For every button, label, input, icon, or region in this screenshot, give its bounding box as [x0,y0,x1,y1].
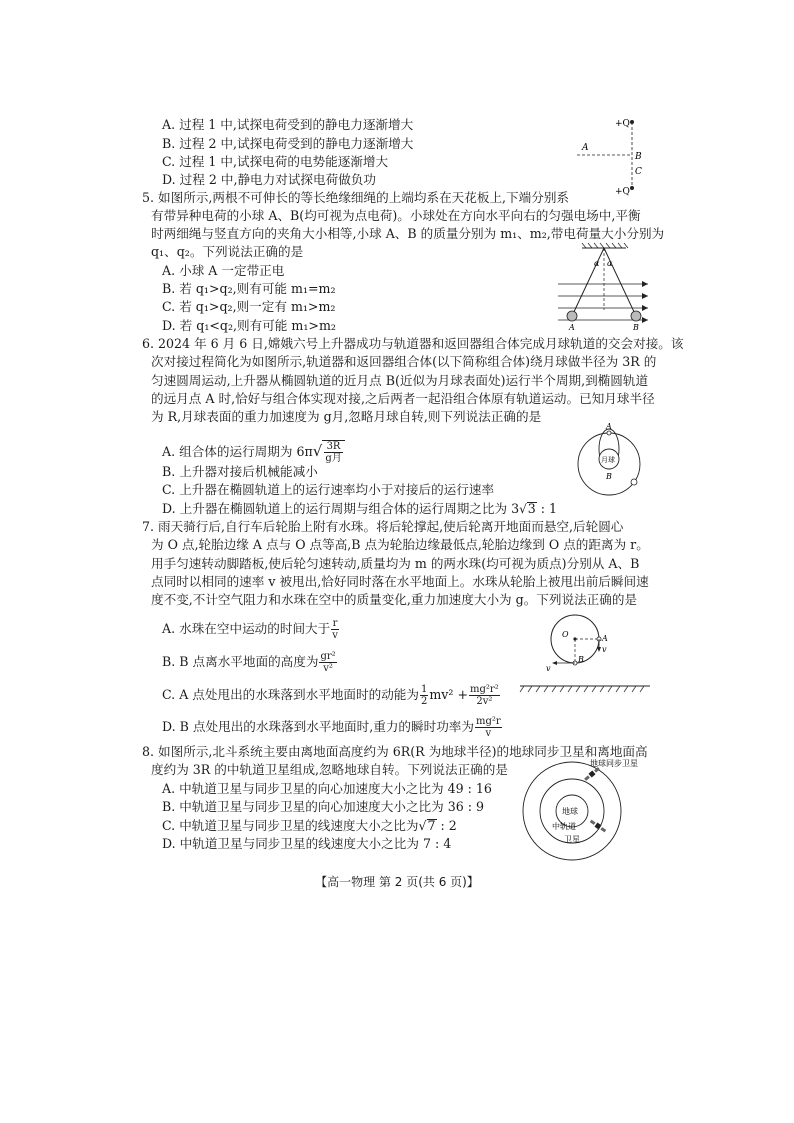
q7-label-a: A [602,634,608,643]
q8-label-earth: 地球 [562,807,578,816]
q6-option-c: C. 上升器在椭圆轨道上的运行速率均小于对接后的运行速率 [162,482,495,497]
q7-label-b: B [578,655,584,664]
q5-ball-a [567,311,577,321]
q7-option-c-text: C. A 点处甩出的水珠落到水平地面时的动能为 [162,687,419,702]
q7-option-a-numerator: r [332,618,338,629]
q6-option-d: D. 上升器在椭圆轨道上的运行周期与组合体的运行周期之比为 3√3 : 1 [162,501,558,516]
q5-label-b: B [633,323,639,332]
q5-stem-line-3: 时两细绳与竖直方向的夹角大小相等,小球 A、B 的质量分别为 m₁、m₂,带电荷量大小分别为 [151,226,665,241]
q4-label-bottom-charge: +Q [615,187,630,197]
q7-option-b-text: B. B 点离水平地面的高度为 [162,654,319,669]
q8-label-geo-satellite: 地球同步卫星 [590,759,638,768]
page-footer: 【高一物理 第 2 页(共 6 页)】 [315,875,479,889]
q6-option-a-text: A. 组合体的运行周期为 6π [162,444,313,459]
q7-option-c-middle: mv² + [429,687,469,702]
q7-option-c-half-numerator: 1 [420,684,428,695]
q7-option-d-numerator: mg²r [475,716,501,727]
q7-stem-line-2: 为 O 点,轮胎边缘 A 点与 O 点等高,B 点为轮胎边缘最低点,轮胎边缘到 O 点的距离为 r。 [151,537,649,552]
q8-satellite-figure [520,755,680,861]
q8-option-c: C. 中轨道卫星与同步卫星的线速度大小之比为√7 : 2 [162,818,457,833]
q7-option-b-numerator: gr² [320,651,336,662]
meo-satellite-icon [589,819,607,833]
q7-stem-line-4: 点同时以相同的速率 v 被甩出,恰好同时落在水平地面上。水珠从轮胎上被甩出前后瞬间速 [151,574,649,589]
q6-option-b: B. 上升器对接后机械能减小 [162,464,318,479]
q7-option-a-text: A. 水珠在空中运动的时间大于 [162,621,331,636]
q6-stem-line-2: 次对接过程简化为如图所示,轨道器和返回器组合体(以下简称组合体)绕月球做半径为 3R 的 [151,354,657,369]
q6-stem-line-3: 匀速圆周运动,上升器从椭圆轨道的近月点 B(近似为月球表面处)运行半个周期,到椭圆轨道 [151,373,649,388]
q5-option-a: A. 小球 A 一定带正电 [162,263,285,278]
q8-label-meo-line-1: 中轨道 [552,822,576,831]
q4-option-a: A. 过程 1 中,试探电荷受到的静电力逐渐增大 [162,117,414,132]
q7-stem-line-3: 用手匀速转动脚踏板,使后轮匀速转动,质量均为 m 的两水珠(均可视为质点)分别从 A、B [151,556,640,571]
q7-wheel-figure [518,614,654,696]
q7-option-d [162,716,503,739]
q6-option-a-numerator: 3R [324,441,342,453]
q8-option-b: B. 中轨道卫星与同步卫星的向心加速度大小之比为 36 : 9 [162,799,485,814]
geo-satellite-icon [583,766,600,781]
q7-option-a-denominator: v [332,630,338,641]
q5-stem-line-4: q₁、q₂。下列说法正确的是 [151,244,304,259]
q4-label-top-charge: +Q [615,119,630,129]
q7-option-c-numerator: mg²r² [470,684,499,695]
q4-charge-figure [565,112,665,198]
q8-stem-line-2: 度约为 3R 的中轨道卫星组成,忽略地球自转。下列说法正确的是 [151,762,508,777]
q5-label-a: A [569,323,575,332]
q8-option-c-text: C. 中轨道卫星与同步卫星的线速度大小之比为 [162,818,419,833]
q7-label-o: O [562,630,569,639]
q7-option-c-half-denominator: 2 [420,696,428,707]
q6-option-a-denominator: g月 [325,453,342,464]
q6-stem-line-4: 的远月点 A 时,恰好与组合体实现对接,之后两者一起沿组合体原有轨道运动。已知月球半径 [151,391,655,406]
q6-label-b: B [606,472,612,481]
q8-option-d: D. 中轨道卫星与同步卫星的线速度大小之比为 7 : 4 [162,836,452,851]
q7-label-v-a: v [602,645,607,654]
q5-option-d: D. 若 q₁<q₂,则有可能 m₁>m₂ [162,318,336,333]
q7-option-c [162,684,501,707]
q7-option-a [162,618,340,641]
q6-orbit-figure [570,420,650,502]
q7-option-b-denominator: v² [323,663,333,674]
q8-option-a: A. 中轨道卫星与同步卫星的向心加速度大小之比为 49 : 16 [162,781,492,796]
q8-stem-line-1: 8. 如图所示,北斗系统主要由离地面高度约为 6R(R 为地球半径)的地球同步卫星和离地面高 [142,744,648,759]
q5-option-b: B. 若 q₁>q₂,则有可能 m₁=m₂ [162,281,336,296]
q5-stem-line-1: 5. 如图所示,两根不可伸长的等长绝缘细绳的上端均系在天花板上,下端分别系 [142,190,570,205]
q8-option-c-ratio: : 2 [436,818,457,833]
q5-ball-b [631,311,641,321]
q5-pendulum-figure [556,240,652,332]
q7-label-v-b: v [546,664,551,673]
q6-stem-line-1: 6. 2024 年 6 月 6 日,嫦娥六号上升器成功与轨道器和返回器组合体完成月球轨道的交会对接。该 [142,336,684,351]
q4-option-d: D. 过程 2 中,静电力对试探电荷做负功 [162,172,376,187]
q6-label-moon: 月球 [601,456,615,464]
q7-option-d-denominator: v [485,728,492,739]
q4-label-b: B [635,152,642,162]
q7-option-d-text: D. B 点处甩出的水珠落到水平地面时,重力的瞬时功率为 [162,719,474,734]
q6-label-a: A [606,422,612,431]
q4-option-b: B. 过程 2 中,试探电荷受到的静电力逐渐增大 [162,136,414,151]
q4-option-c: C. 过程 1 中,试探电荷的电势能逐渐增大 [162,154,389,169]
q4-label-c: C [635,167,642,177]
q8-option-c-radicand: 7 [427,818,436,833]
q6-option-d-ratio: : 1 [536,501,558,516]
q7-option-c-denominator: 2v² [476,696,493,707]
q6-option-d-text: D. 上升器在椭圆轨道上的运行周期与组合体的运行周期之比为 3 [162,501,520,516]
q7-stem-line-1: 7. 雨天骑行后,自行车后轮胎上附有水珠。将后轮撑起,使后轮离开地面而悬空,后轮圆心 [142,519,624,534]
q6-stem-line-5: 为 R,月球表面的重力加速度为 g月,忽略月球自转,则下列说法正确的是 [151,409,542,424]
q4-label-a: A [582,143,589,153]
q7-option-b [162,651,338,674]
q5-label-alpha-right: α [607,259,613,268]
q5-stem-line-2: 有带异种电荷的小球 A、B(均可视为点电荷)。小球处在方向水平向右的匀强电场中,平衡 [151,208,641,223]
q6-option-d-radicand: 3 [527,501,536,516]
q6-option-a: A. 组合体的运行周期为 6π√ $\frac{3R}{\text{g月}}$ [162,440,345,464]
q8-label-meo-line-2: 卫星 [564,835,580,844]
q5-option-c: C. 若 q₁>q₂,则一定有 m₁>m₂ [162,299,336,314]
q5-label-alpha-left: α [594,259,600,268]
q7-stem-line-5: 度不变,不计空气阻力和水珠在空中的质量变化,重力加速度大小为 g。下列说法正确的是 [151,592,638,607]
